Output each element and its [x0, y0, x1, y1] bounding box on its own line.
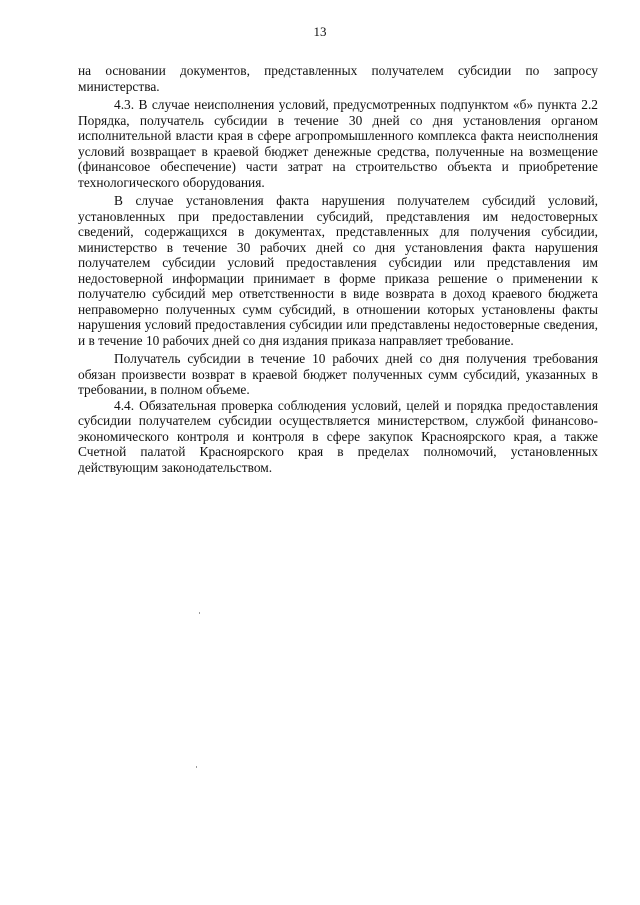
paragraph-violation-case: В случае установления факта нарушения получателем субсидий условий, установленных при предоставлении субсидий, представления им недостоверных сведений, содержащихся в документах, представленных для получения субсидии, министерство в течение 30 рабочих дней со дня установления факта нарушения получателем субсидии условий предоставления субсидии или представления им недостоверной информации принимает в форме приказа решение о применении к получателю субсидий мер ответственности в виде возврата в доход краевого бюджета неправомерно полученных сумм субсидий, в отношении которых установлены факты нарушения условий предоставления субсидии или представлены недостоверные сведения, и в течение 10 рабочих дней со дня издания приказа направляет требование. [78, 193, 598, 348]
paragraph-refund-obligation: Получатель субсидии в течение 10 рабочих дней со дня получения требования обязан произвести возврат в краевой бюджет полученных сумм субсидий, указанных в требовании, в полном объеме. [78, 351, 598, 397]
paragraph-4-4: 4.4. Обязательная проверка соблюдения условий, целей и порядка предоставления субсидии получателем субсидии осуществляется министерством, службой финансово-экономического контроля и контроля в сфере закупок Красноярского края, а также Счетной палатой Красноярского края в пределах полномочий, установленных действующим законодательством. [78, 397, 598, 475]
page-number: 13 [313, 24, 327, 39]
paragraph-continuation: на основании документов, представленных получателем субсидии по запросу министерства. [78, 63, 598, 94]
document-body [78, 63, 598, 475]
paragraph-4-3: 4.3. В случае неисполнения условий, предусмотренных подпунктом «б» пункта 2.2 Порядка, получатель субсидии в течение 30 дней со дня установления органом исполнительной власти края в сфере агропромышленного комплекса факта неисполнения условий возвращает в краевой бюджет денежные средства, полученные на возмещение (финансовое обеспечение) части затрат на строительство объекта и приобретение технологического оборудования. [78, 97, 598, 190]
scan-speck [196, 766, 197, 768]
scan-speck [199, 612, 200, 614]
